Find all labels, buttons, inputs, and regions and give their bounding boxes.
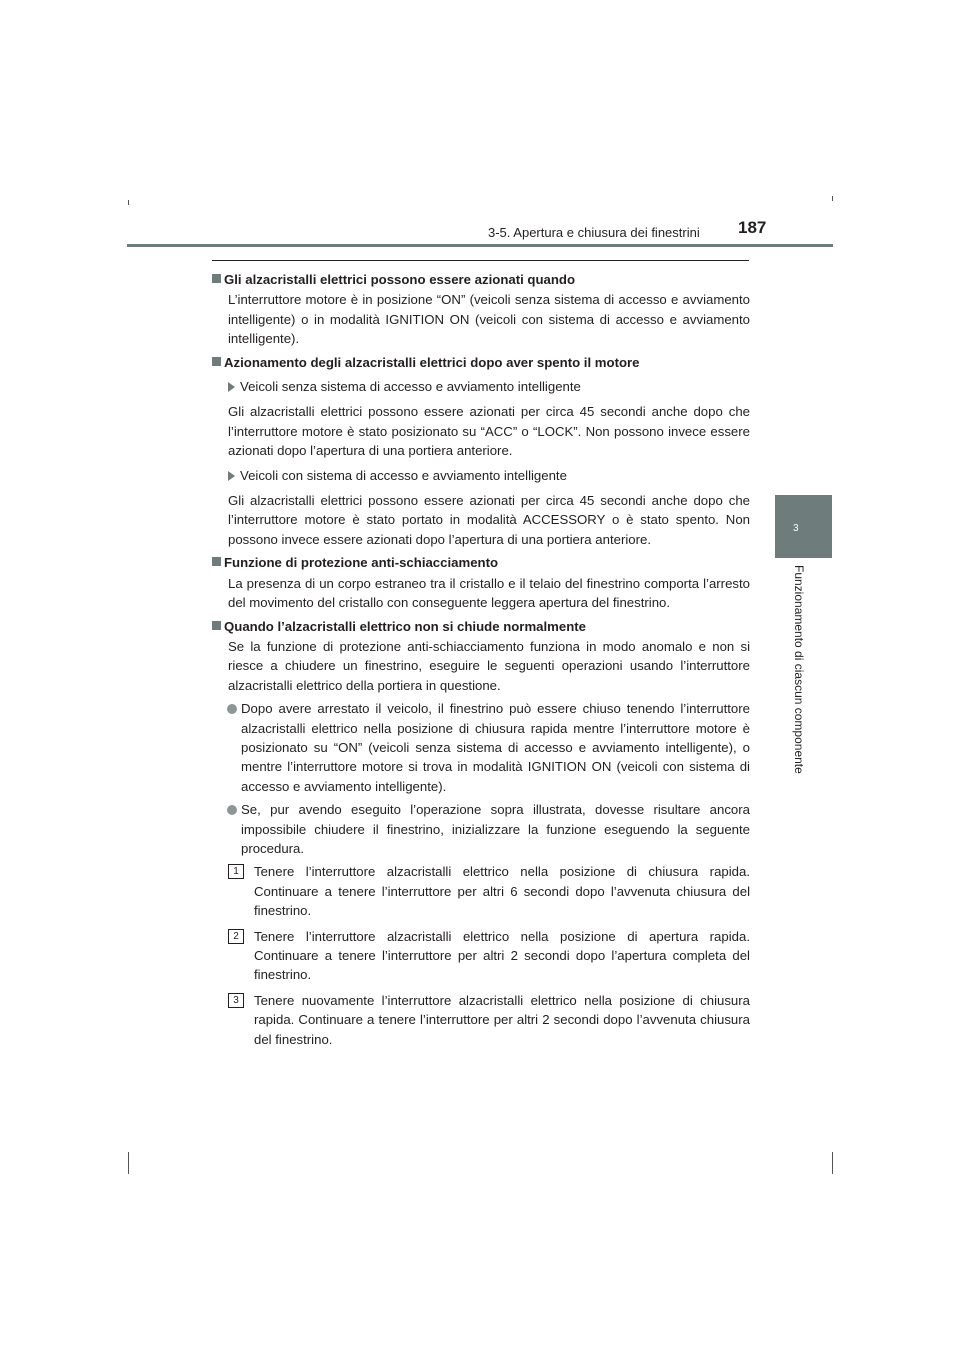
section-heading: Gli alzacristalli elettrici possono essere azionati quando bbox=[212, 270, 750, 289]
section-heading: Quando l’alzacristalli elettrico non si chiude normalmente bbox=[212, 617, 750, 636]
content-rule bbox=[212, 260, 749, 261]
subheading: Veicoli con sistema di accesso e avviamento intelligente bbox=[212, 466, 750, 485]
section-heading: Azionamento degli alzacristalli elettrici dopo aver spento il motore bbox=[212, 353, 750, 372]
step-number: 2 bbox=[228, 929, 244, 944]
procedure-step: 1 Tenere l’interruttore alzacristalli elettrico nella posizione di chiusura rapida. Continuare a tenere l’interruttore per altri 6 secondi dopo l’avvenuta chiusura del finestrino. bbox=[212, 862, 750, 920]
paragraph: La presenza di un corpo estraneo tra il cristallo e il telaio del finestrino comporta l’arresto del movimento del cristallo con conseguente leggera apertura del finestrino. bbox=[228, 575, 750, 611]
square-bullet-icon bbox=[212, 357, 221, 366]
step-number: 3 bbox=[228, 993, 244, 1008]
crop-mark-bottom-right bbox=[832, 1152, 833, 1174]
paragraph: Se la funzione di protezione anti-schiacciamento funziona in modo anomalo e non si riesce a chiudere un finestrino, eseguire le seguenti operazioni usando l’interruttore alzacristalli elettrico della portiera in questione. bbox=[228, 638, 750, 693]
procedure-step: 3 Tenere nuovamente l’interruttore alzacristalli elettrico nella posizione di chiusura rapida. Continuare a tenere l’interruttore per altri 2 secondi dopo l’avvenuta chiusura del finestrino. bbox=[212, 991, 750, 1049]
crop-mark-top-left bbox=[128, 200, 129, 205]
triangle-arrow-icon bbox=[228, 382, 235, 392]
paragraph: Gli alzacristalli elettrici possono essere azionati per circa 45 secondi anche dopo che l’interruttore motore è stato portato in modalità ACCESSORY o è stato spento. Non possono invece essere azionati dopo l’apertura di una portiera anteriore. bbox=[228, 493, 750, 547]
square-bullet-icon bbox=[212, 557, 221, 566]
crop-mark-top-right bbox=[832, 196, 833, 201]
list-item: Se, pur avendo eseguito l’operazione sopra illustrata, dovesse risultare ancora impossibile chiudere il finestrino, inizializzare la funzione eseguendo la seguente procedura. bbox=[212, 800, 750, 858]
page-content bbox=[212, 268, 750, 1055]
page-number: 187 bbox=[738, 218, 767, 237]
circle-bullet-icon bbox=[227, 805, 237, 815]
square-bullet-icon bbox=[212, 274, 221, 283]
section-heading: Funzione di protezione anti-schiacciamento bbox=[212, 553, 750, 572]
list-item: Dopo avere arrestato il veicolo, il finestrino può essere chiuso tenendo l’interruttore alzacristalli elettrico nella posizione di chiusura rapida mentre l’interruttore motore è posizionato su “ON” (veicoli senza sistema di accesso e avviamento intelligente), o mentre l’interruttore motore si trova in modalità IGNITION ON (veicoli con sistema di accesso e avviamento intelligente). bbox=[212, 699, 750, 796]
procedure-step: 2 Tenere l’interruttore alzacristalli elettrico nella posizione di apertura rapida. Continuare a tenere l’interruttore per altri 2 secondi dopo l’apertura completa del finestrino. bbox=[212, 927, 750, 985]
square-bullet-icon bbox=[212, 621, 221, 630]
section-title: 3-5. Apertura e chiusura dei finestrini bbox=[488, 225, 700, 240]
chapter-tab bbox=[775, 495, 832, 558]
step-number: 1 bbox=[228, 864, 244, 879]
chapter-number: 3 bbox=[793, 523, 799, 534]
paragraph: Gli alzacristalli elettrici possono essere azionati per circa 45 secondi anche dopo che l’interruttore motore è stato posizionato su “ACC” o “LOCK”. Non possono invece essere azionati dopo l’apertura di una portiera anteriore. bbox=[228, 404, 750, 459]
chapter-label: Funzionamento di ciascun componente bbox=[792, 565, 806, 774]
crop-mark-bottom-left bbox=[128, 1152, 129, 1174]
subheading: Veicoli senza sistema di accesso e avviamento intelligente bbox=[212, 377, 750, 396]
paragraph: L’interruttore motore è in posizione “ON” (veicoli senza sistema di accesso e avviamento intelligente) o in modalità IGNITION ON (veicoli con sistema di accesso e avviamento intelligente). bbox=[228, 292, 750, 347]
triangle-arrow-icon bbox=[228, 471, 235, 481]
header-rule bbox=[127, 244, 833, 247]
circle-bullet-icon bbox=[227, 704, 237, 714]
